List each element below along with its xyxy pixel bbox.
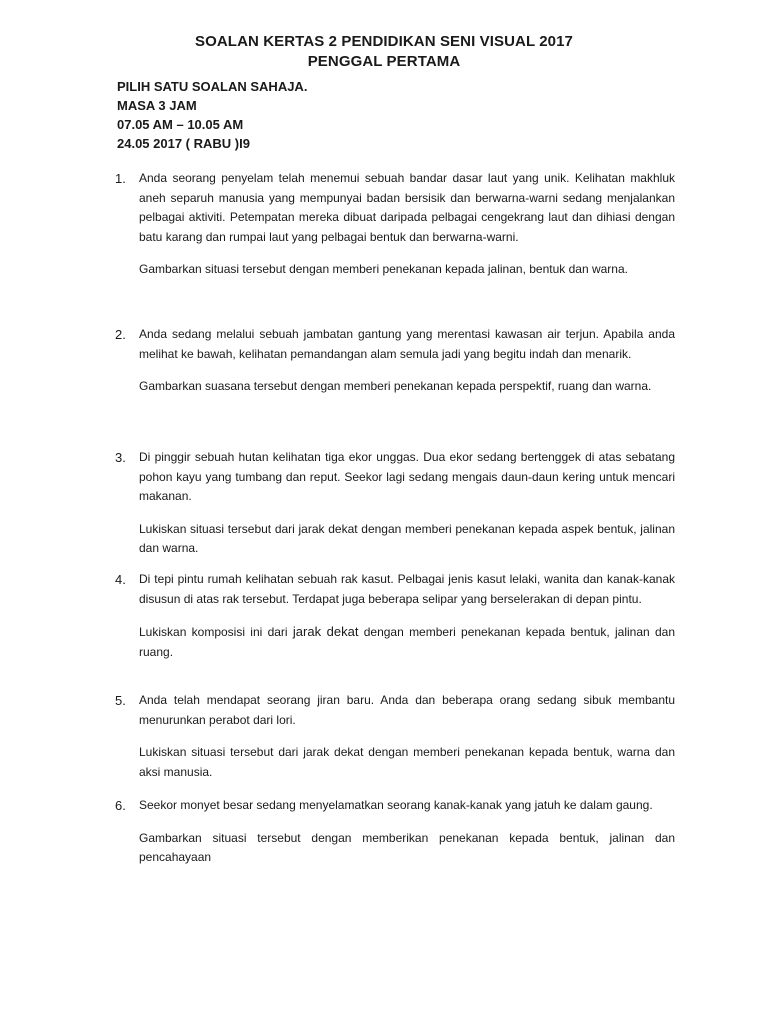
question-5 — [115, 691, 675, 782]
question-number: 6. — [115, 798, 126, 813]
duration-line: MASA 3 JAM — [117, 98, 197, 113]
question-number: 4. — [115, 572, 126, 587]
instruction-text: dengan memberi penekanan kepada bentuk, jalinan dan ruang. — [139, 625, 676, 659]
question-2 — [115, 325, 675, 397]
question-scenario: Di tepi pintu rumah kelihatan sebuah rak kasut. Pelbagai jenis kasut lelaki, wanita dan kanak-kanak disusun di atas rak tersebut. Terdapat juga beberapa selipar yang berselerakan di depan pintu. — [139, 572, 675, 606]
exam-info — [117, 77, 307, 153]
question-number: 5. — [115, 693, 126, 708]
question-4 — [115, 570, 675, 662]
question-number: 3. — [115, 450, 126, 465]
question-scenario: Anda seorang penyelam telah menemui sebuah bandar dasar laut yang unik. Kelihatan makhluk aneh separuh manusia yang mempunyai badan bersisik dan berwarna-warni sedang menjalankan pelbagai aktiviti. Petempatan mereka dibuat daripada pelbagai cengekrang laut dan dihiasi dengan batu karang dan rumpai laut yang pelbagai bentuk dan berwarna-warni. — [139, 171, 675, 244]
question-scenario: Seekor monyet besar sedang menyelamatkan seorang kanak-kanak yang jatuh ke dalam gaung. — [139, 798, 653, 812]
question-number: 2. — [115, 327, 126, 342]
instruction-line: PILIH SATU SOALAN SAHAJA. — [117, 79, 308, 94]
document-title: SOALAN KERTAS 2 PENDIDIKAN SENI VISUAL 2017 — [195, 33, 573, 50]
date-line: 24.05 2017 ( RABU )I9 — [117, 136, 250, 151]
question-scenario: Di pinggir sebuah hutan kelihatan tiga ekor unggas. Dua ekor sedang bertenggek di atas sebatang pohon kayu yang tumbang dan reput. Seekor lagi sedang mengais daun-daun kering untuk mencari makanan. — [139, 450, 675, 503]
question-instruction: Lukiskan situasi tersebut dari jarak dekat dengan memberi penekanan kepada aspek bentuk, jalinan dan warna. — [139, 521, 675, 555]
time-line: 07.05 AM – 10.05 AM — [117, 117, 244, 132]
question-instruction — [139, 622, 675, 662]
question-instruction: Gambarkan situasi tersebut dengan memberi penekanan kepada jalinan, bentuk dan warna. — [139, 262, 628, 276]
question-1 — [115, 169, 675, 280]
instruction-text: Lukiskan komposisi ini dari — [139, 625, 288, 639]
question-instruction: Lukiskan situasi tersebut dari jarak dekat dengan memberi penekanan kepada bentuk, warna dan aksi manusia. — [139, 745, 675, 779]
emphasis-text: jarak dekat — [292, 624, 359, 639]
question-6 — [115, 796, 675, 868]
question-3 — [115, 448, 675, 559]
question-instruction: Gambarkan situasi tersebut dengan memberikan penekanan kepada bentuk, jalinan dan pencahayaan — [139, 830, 675, 864]
question-number: 1. — [115, 171, 126, 186]
document-subtitle: PENGGAL PERTAMA — [307, 53, 461, 70]
question-instruction: Gambarkan suasana tersebut dengan memberi penekanan kepada perspektif, ruang dan warna. — [139, 379, 652, 393]
question-scenario: Anda sedang melalui sebuah jambatan gantung yang merentasi kawasan air terjun. Apabila anda melihat ke bawah, kelihatan pemandangan alam semula jadi yang begitu indah dan menarik. — [139, 327, 675, 361]
question-scenario: Anda telah mendapat seorang jiran baru. Anda dan beberapa orang sedang sibuk membantu menurunkan perabot dari lori. — [139, 693, 675, 727]
